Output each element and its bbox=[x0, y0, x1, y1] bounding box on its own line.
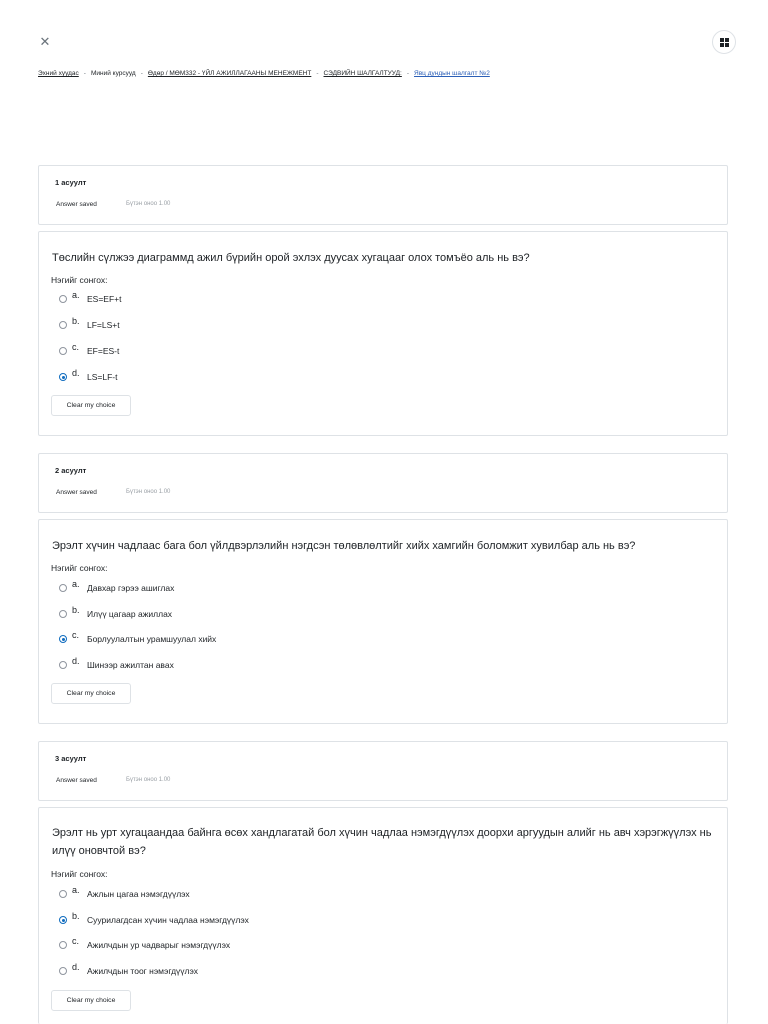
answer-text: EF=ES-t bbox=[87, 346, 120, 356]
answer-option-c[interactable] bbox=[59, 937, 230, 953]
answer-text: ES=EF+t bbox=[87, 294, 122, 304]
clear-choice-button[interactable]: Clear my choice bbox=[51, 990, 131, 1011]
breadcrumb-separator: - bbox=[406, 70, 410, 77]
question-info-2 bbox=[38, 453, 728, 513]
question-content-1 bbox=[38, 231, 728, 436]
answer-option-b[interactable] bbox=[59, 606, 172, 622]
answer-letter: d. bbox=[72, 962, 80, 972]
answer-letter: d. bbox=[72, 368, 80, 378]
close-icon[interactable]: ✕ bbox=[39, 34, 51, 49]
question-text: Төслийн сүлжээ диаграммд ажил бүрийн орой эхлэх дуусах хугацааг олох томъёо аль нь вэ? bbox=[52, 252, 530, 264]
question-number: 2 асуулт bbox=[55, 466, 87, 475]
answer-option-d[interactable] bbox=[59, 369, 117, 385]
answer-letter: c. bbox=[72, 342, 80, 352]
radio-button[interactable] bbox=[59, 610, 67, 618]
answer-letter: c. bbox=[72, 630, 80, 640]
answer-letter: c. bbox=[72, 936, 80, 946]
radio-button[interactable] bbox=[59, 347, 67, 355]
answer-text: Ажилчдын ур чадварыг нэмэгдүүлэх bbox=[87, 940, 231, 950]
answer-text: Борлуулалтын урамшуулал хийх bbox=[87, 634, 217, 644]
grid-icon-glyph bbox=[720, 38, 729, 47]
answer-option-a[interactable] bbox=[59, 580, 174, 596]
answer-letter: b. bbox=[72, 605, 80, 615]
breadcrumb bbox=[38, 70, 738, 77]
answer-option-b[interactable] bbox=[59, 317, 120, 333]
question-state: Answer saved bbox=[56, 201, 97, 208]
clear-choice-button[interactable]: Clear my choice bbox=[51, 683, 131, 704]
answer-text: LS=LF-t bbox=[87, 372, 118, 382]
answer-letter: d. bbox=[72, 656, 80, 666]
answer-text: Ажлын цагаа нэмэгдүүлэх bbox=[87, 889, 190, 899]
question-state: Answer saved bbox=[56, 489, 97, 496]
question-text: Эрэлт хүчин чадлаас бага бол үйлдвэрлэлийн нэгдсэн төлөвлөлтийг хийх хамгийн боломжит хувилбар аль нь вэ? bbox=[52, 540, 636, 552]
answer-option-b[interactable] bbox=[59, 912, 249, 928]
answer-text: Илүү цагаар ажиллах bbox=[87, 609, 173, 619]
question-number: 3 асуулт bbox=[55, 754, 87, 763]
question-content-2 bbox=[38, 519, 728, 724]
answer-letter: a. bbox=[72, 579, 80, 589]
answer-letter: a. bbox=[72, 885, 80, 895]
answer-letter: a. bbox=[72, 290, 80, 300]
radio-button[interactable] bbox=[59, 295, 67, 303]
radio-button[interactable] bbox=[59, 661, 67, 669]
answer-prompt: Нэгийг сонгох: bbox=[51, 563, 108, 573]
answer-prompt: Нэгийг сонгох: bbox=[51, 275, 108, 285]
answer-text: Шинээр ажилтан авах bbox=[87, 660, 174, 670]
radio-button[interactable] bbox=[59, 941, 67, 949]
radio-button[interactable] bbox=[59, 916, 67, 924]
answer-letter: b. bbox=[72, 316, 80, 326]
answer-text: Суурилагдсан хүчин чадлаа нэмэгдүүлэх bbox=[87, 915, 249, 925]
breadcrumb-separator: - bbox=[316, 70, 319, 77]
radio-button[interactable] bbox=[59, 584, 67, 592]
breadcrumb-my-courses[interactable]: Миний курсууд bbox=[90, 70, 136, 77]
answer-option-c[interactable] bbox=[59, 343, 119, 359]
breadcrumb-separator: - bbox=[83, 70, 86, 77]
breadcrumb-separator: - bbox=[140, 70, 143, 77]
answer-option-c[interactable] bbox=[59, 631, 216, 647]
answer-text: LF=LS+t bbox=[87, 320, 120, 330]
answer-text: Ажилчдын тоог нэмэгдүүлэх bbox=[87, 966, 198, 976]
question-info-1 bbox=[38, 165, 728, 225]
breadcrumb-quiz[interactable]: Явц дундын шалгалт №2 bbox=[414, 70, 490, 77]
question-text: Эрэлт нь урт хугацаандаа байнга өсөх хандлагатай бол хүчин чадлаа нэмэгдүүлэх доорхи аргуудын алийг нь авч хэрэгжүүлэх нь илүү оновчтой вэ? bbox=[52, 827, 712, 857]
answer-prompt: Нэгийг сонгох: bbox=[51, 869, 108, 879]
radio-button[interactable] bbox=[59, 967, 67, 975]
breadcrumb-home[interactable]: Эхний хуудас bbox=[38, 70, 79, 77]
answer-option-d[interactable] bbox=[59, 963, 198, 979]
answer-text: Давхар гэрээ ашиглах bbox=[87, 583, 175, 593]
radio-button[interactable] bbox=[59, 321, 67, 329]
question-grade: Бүтэн оноо 1.00 bbox=[126, 201, 171, 207]
question-grade: Бүтэн оноо 1.00 bbox=[126, 489, 171, 495]
answer-letter: b. bbox=[72, 911, 80, 921]
radio-button[interactable] bbox=[59, 635, 67, 643]
question-grade: Бүтэн оноо 1.00 bbox=[126, 777, 171, 783]
question-content-3 bbox=[38, 807, 728, 1024]
radio-button[interactable] bbox=[59, 373, 67, 381]
clear-choice-button[interactable]: Clear my choice bbox=[51, 395, 131, 416]
answer-option-d[interactable] bbox=[59, 657, 174, 673]
question-number: 1 асуулт bbox=[55, 178, 87, 187]
answer-option-a[interactable] bbox=[59, 291, 122, 307]
answer-option-a[interactable] bbox=[59, 886, 190, 902]
question-state: Answer saved bbox=[56, 777, 97, 784]
grid-icon[interactable] bbox=[712, 30, 736, 54]
breadcrumb-section[interactable]: СЭДВИЙН ШАЛГАЛТУУД: bbox=[323, 70, 402, 77]
radio-button[interactable] bbox=[59, 890, 67, 898]
breadcrumb-course[interactable]: Өдөр / МӨМ332 - ҮЙЛ АЖИЛЛАГААНЫ МЕНЕЖМЕНТ bbox=[147, 70, 312, 77]
question-info-3 bbox=[38, 741, 728, 801]
